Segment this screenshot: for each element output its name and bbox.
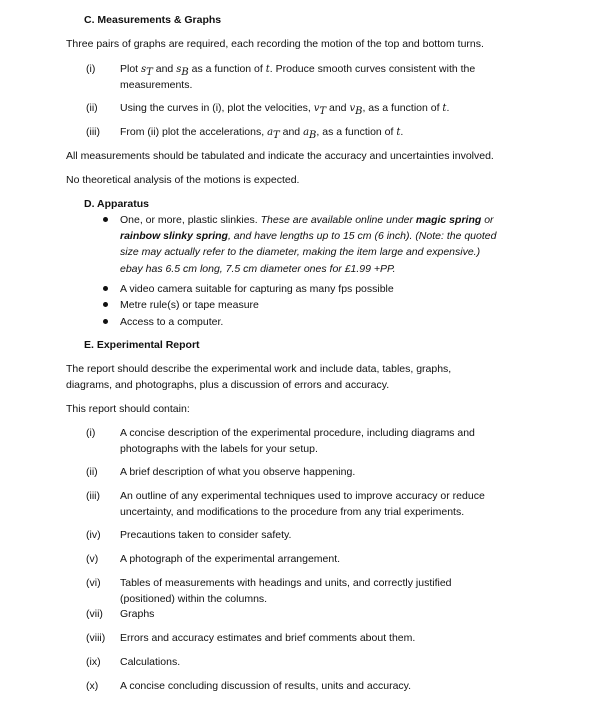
e-item-6-line-1: Tables of measurements with headings and units, and correctly justified: [120, 577, 452, 589]
c-item-3-line-1: From (ii) plot the accelerations, $a_T$ and $a_B$, as a function of t.: [120, 126, 404, 142]
c-item-1-number: (i): [86, 63, 96, 75]
e-item-2-line-1: A brief description of what you observe happening.: [120, 466, 356, 478]
section-e-intro-line-1: The report should describe the experimental work and include data, tables, graphs,: [66, 363, 452, 375]
e-item-2-number: (ii): [86, 466, 98, 478]
section-e-heading: E. Experimental Report: [84, 339, 200, 351]
e-item-7-number: (vii): [86, 608, 103, 620]
c-item-1-line-1: Plot $s_T$ and $s_B$ as a function of t. Produce smooth curves consistent with the: [120, 63, 476, 79]
e-item-9-number: (ix): [86, 656, 101, 668]
d-bullet-4: Access to a computer.: [120, 316, 224, 328]
bullet-icon: [103, 217, 108, 222]
e-item-10-number: (x): [86, 680, 99, 692]
e-item-3-line-2: uncertainty, and modifications to the procedure from any trial experiments.: [120, 506, 465, 518]
c-item-1-line-2: measurements.: [120, 79, 193, 91]
d-bullet-1-line-1: One, or more, plastic slinkies. These are available online under magic spring or: [120, 214, 494, 226]
section-e-contain: This report should contain:: [66, 403, 190, 415]
e-item-7-line-1: Graphs: [120, 608, 155, 620]
e-item-1-number: (i): [86, 427, 96, 439]
bullet-icon: [103, 319, 108, 324]
bullet-icon: [103, 286, 108, 291]
section-c-note-1: All measurements should be tabulated and indicate the accuracy and uncertainties involved.: [66, 150, 494, 162]
e-item-3-line-1: An outline of any experimental techniques used to improve accuracy or reduce: [120, 490, 485, 502]
e-item-10-line-1: A concise concluding discussion of results, units and accuracy.: [120, 680, 412, 692]
section-c-note-2: No theoretical analysis of the motions is expected.: [66, 174, 300, 186]
d-bullet-3: Metre rule(s) or tape measure: [120, 299, 259, 311]
bullet-icon: [103, 302, 108, 307]
e-item-3-number: (iii): [86, 490, 100, 502]
e-item-5-number: (v): [86, 553, 99, 565]
e-item-8-line-1: Errors and accuracy estimates and brief comments about them.: [120, 632, 416, 644]
d-bullet-1-line-2: rainbow slinky spring, and have lengths up to 15 cm (6 inch). (Note: the quoted: [120, 230, 497, 242]
section-c-heading: C. Measurements & Graphs: [84, 14, 222, 26]
e-item-4-number: (iv): [86, 529, 101, 541]
c-item-3-number: (iii): [86, 126, 100, 138]
d-bullet-2: A video camera suitable for capturing as many fps possible: [120, 283, 394, 295]
c-item-2-number: (ii): [86, 102, 98, 114]
section-d-heading: D. Apparatus: [84, 198, 149, 210]
d-bullet-1-line-3: size may actually refer to the diameter, making the item large and expensive.): [120, 246, 481, 258]
e-item-1-line-2: photographs with the labels for your setup.: [120, 443, 318, 455]
e-item-5-line-1: A photograph of the experimental arrangement.: [120, 553, 341, 565]
section-e-intro-line-2: diagrams, and photographs, plus a discussion of errors and accuracy.: [66, 379, 390, 391]
e-item-4-line-1: Precautions taken to consider safety.: [120, 529, 292, 541]
e-item-9-line-1: Calculations.: [120, 656, 181, 668]
e-item-8-number: (viii): [86, 632, 106, 644]
section-c-intro: Three pairs of graphs are required, each recording the motion of the top and bottom turns.: [66, 38, 484, 50]
e-item-6-line-2: (positioned) within the columns.: [120, 593, 268, 605]
d-bullet-1-line-4: ebay has 6.5 cm long, 7.5 cm diameter ones for £1.99 +PP.: [120, 263, 396, 275]
e-item-1-line-1: A concise description of the experimental procedure, including diagrams and: [120, 427, 475, 439]
e-item-6-number: (vi): [86, 577, 101, 589]
c-item-2-line-1: Using the curves in (i), plot the velocities, $v_T$ and $v_B$, as a function of t.: [120, 102, 450, 118]
